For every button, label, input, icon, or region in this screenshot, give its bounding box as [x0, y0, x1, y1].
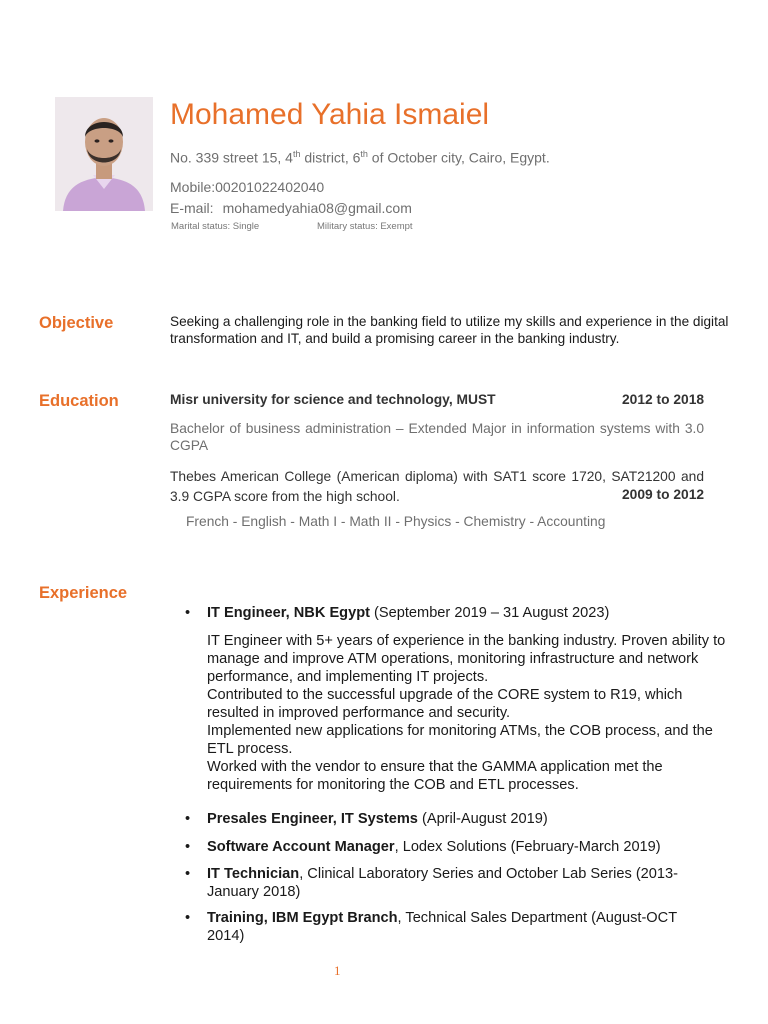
email: [170, 200, 412, 216]
job-detail: , Technical Sales Department (August-OCT 2014): [207, 910, 677, 944]
bullet: •: [185, 605, 191, 621]
job-description-line: Contributed to the successful upgrade of the CORE system to R19, which resulted in improved performance and security.: [207, 687, 683, 721]
education-college: Thebes American College (American diploma) with SAT1 score 1720, SAT21200 and 3.9 CGPA score from the high school.: [170, 469, 704, 504]
email-value: mohamedyahia08@gmail.com: [222, 200, 412, 216]
education-university-years: 2012 to 2018: [622, 392, 705, 407]
marital-status: Marital status: Single: [171, 221, 260, 232]
job-detail: , Lodex Solutions (February-March 2019): [394, 839, 661, 855]
education-degree: Bachelor of business administration – Extended Major in information systems with 3.0 CGPA: [170, 421, 704, 453]
mobile-number: Mobile:00201022402040: [170, 179, 325, 195]
education-university: Misr university for science and technology, MUST: [170, 392, 496, 407]
objective-heading: Objective: [39, 314, 114, 332]
job-title: Software Account Manager: [207, 839, 395, 855]
military-status: Military status: Exempt: [317, 221, 413, 232]
job-title: IT Technician: [207, 866, 300, 882]
profile-photo: [55, 97, 153, 211]
job-description: [207, 632, 735, 794]
address: No. 339 street 15, 4th district, 6th of October city, Cairo, Egypt.: [170, 149, 550, 166]
job-description-line: IT Engineer with 5+ years of experience in the banking industry. Proven ability to manage and improve ATM operations, monitoring infrastructure and network performance, and implementing IT projects.: [207, 633, 726, 685]
experience-heading: Experience: [39, 584, 128, 602]
bullet: •: [185, 811, 191, 827]
education-subjects: French - English - Math I - Math II - Physics - Chemistry - Accounting: [186, 514, 606, 529]
job-description-line: Worked with the vendor to ensure that the GAMMA application met the requirements for monitoring the COB and ETL processes.: [207, 759, 663, 793]
education-college-years: 2009 to 2012: [622, 487, 705, 502]
education-heading: Education: [39, 392, 119, 410]
email-label: E-mail:: [170, 200, 214, 216]
bullet: •: [185, 910, 191, 926]
page-number: 1: [334, 963, 341, 978]
bullet: •: [185, 866, 191, 882]
job-title: Presales Engineer, IT Systems: [207, 811, 418, 827]
candidate-name: Mohamed Yahia Ismaiel: [170, 98, 490, 131]
bullet: •: [185, 839, 191, 855]
objective-text: Seeking a challenging role in the banking field to utilize my skills and experience in the digital transformation and IT, and build a promising career in the banking industry.: [170, 314, 729, 346]
job-description-line: Implemented new applications for monitoring ATMs, the COB process, and the ETL process.: [207, 723, 713, 757]
job-detail: (April-August 2019): [417, 811, 548, 827]
job-detail: , Clinical Laboratory Series and October Lab Series (2013-January 2018): [207, 866, 679, 900]
job-title: IT Engineer, NBK Egypt: [207, 605, 370, 621]
job-title: Training, IBM Egypt Branch: [207, 910, 398, 926]
job-detail: (September 2019 – 31 August 2023): [369, 605, 610, 621]
